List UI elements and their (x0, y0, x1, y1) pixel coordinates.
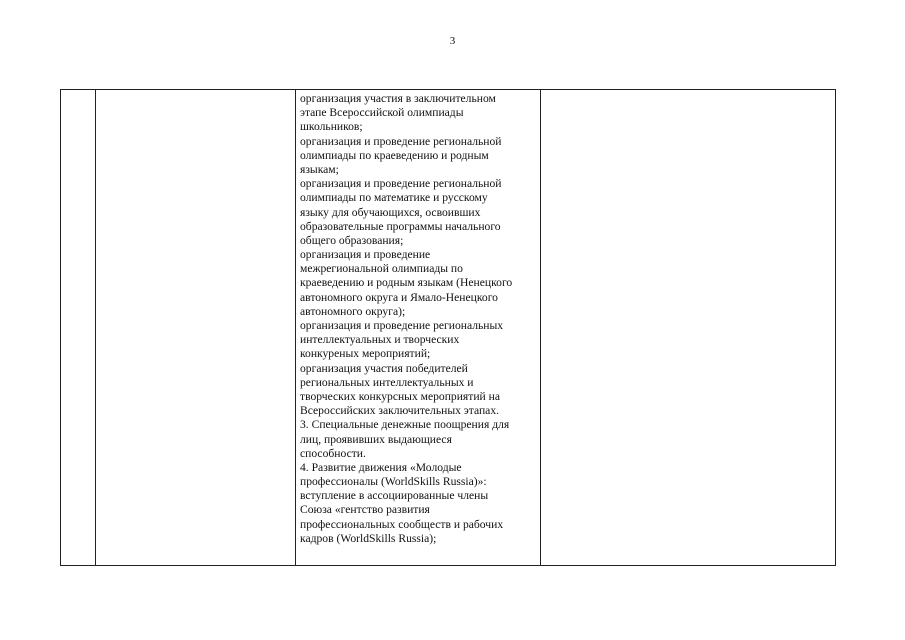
table-cell-number (61, 90, 96, 566)
text-line: конкуреных мероприятий; (300, 347, 431, 361)
text-line: организация участия в заключительном (300, 92, 496, 105)
text-line: языку для обучающихся, освоивших (300, 205, 481, 219)
text-line: олимпиады по математике и русскому (300, 191, 488, 205)
page-number: 3 (449, 35, 456, 47)
text-line: этапе Всероссийской олимпиады (300, 106, 464, 120)
text-line: лиц, проявивших выдающиеся (300, 432, 452, 446)
text-line: интеллектуальных и творческих (300, 333, 460, 347)
text-line: Всероссийских заключительных этапах. (300, 404, 500, 418)
table-cell-result (541, 90, 836, 566)
document-table (60, 89, 836, 566)
text-line: организация и проведение региональной (300, 177, 502, 191)
text-line: общего образования; (300, 233, 404, 247)
text-line: организация и проведение региональных (300, 319, 504, 332)
text-line: профессионалы (WorldSkills Russia)»: (300, 475, 487, 489)
text-line: автономного округа); (300, 304, 406, 318)
text-line: школьников; (300, 120, 363, 134)
text-line: краеведению и родным языкам (Ненецкого (300, 276, 513, 290)
text-line: способности. (300, 446, 366, 460)
text-line: олимпиады по краеведению и родным (300, 148, 489, 162)
text-line: кадров (WorldSkills Russia); (300, 531, 437, 545)
text-line: профессиональных сообществ и рабочих (300, 517, 504, 531)
text-line: межрегиональной олимпиады по (300, 262, 463, 276)
measures-text (296, 90, 540, 546)
text-line: вступление в ассоциированные члены (300, 489, 489, 503)
table-cell-measures (296, 90, 541, 566)
text-line: организация и проведение региональной (300, 134, 502, 148)
text-line: организация и проведение (300, 248, 431, 262)
table-row (61, 90, 836, 566)
text-line: образовательные программы начального (300, 219, 501, 233)
table-cell-name (96, 90, 296, 566)
text-line: 4. Развитие движения «Молодые (300, 460, 462, 474)
cell-text (61, 90, 95, 92)
text-line: Союза «гентство развития (300, 503, 430, 517)
cell-text (541, 90, 835, 92)
text-line: языкам; (300, 162, 339, 176)
text-line: региональных интеллектуальных и (300, 375, 474, 389)
text-line: организация участия победителей (300, 361, 468, 375)
text-line: творческих конкурсных мероприятий на (300, 389, 500, 403)
text-line: 3. Специальные денежные поощрения для (300, 418, 510, 432)
cell-text (96, 90, 295, 92)
text-line: автономного округа и Ямало-Ненецкого (300, 290, 498, 304)
